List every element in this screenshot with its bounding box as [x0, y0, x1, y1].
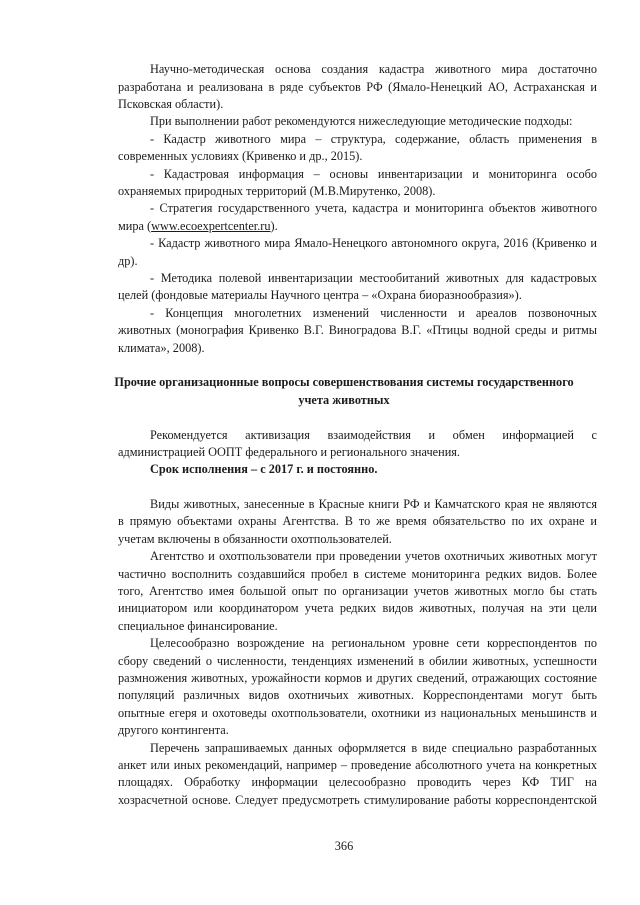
paragraph-line: Псковская области). [118, 97, 224, 112]
paragraph-line: инициатором или координатором учета редких видов животных, получая на эти цели [118, 601, 597, 616]
body-paragraph [118, 740, 597, 810]
list-item-line: - Стратегия государственного учета, кадастра и мониторинга объектов животного [150, 201, 597, 216]
paragraph-line: другого контингента. [118, 723, 229, 738]
paragraph-line: площадях. Обработку информации целесообразно проводить через КФ ТИГ на [118, 775, 597, 790]
paragraph-line: специальное финансирование. [118, 618, 278, 633]
line-text-suffix: ). [270, 218, 278, 233]
paragraph-line: размножения животных, урожайности кормов и других сведений, отражающих состояние [118, 670, 597, 685]
page-number: 366 [334, 839, 354, 854]
list-item-line: - Концепция многолетних изменений численности и ареалов позвоночных [150, 305, 597, 320]
list-item-line: др). [118, 253, 138, 268]
list-item-line [118, 218, 597, 235]
list-item-line: - Кадастр животного мира Ямало-Ненецкого автономного округа, 2016 (Кривенко и [150, 236, 597, 251]
approach-item [118, 166, 597, 201]
paragraph-line: анкет или иных рекомендаций, например – проведение абсолютного учета на конкретных [118, 757, 597, 772]
page-text [114, 61, 597, 809]
paragraph-line: хозрасчетной основе. Следует предусмотреть стимулирование работы корреспондентской [118, 792, 597, 807]
approaches-lead: При выполнении работ рекомендуются нижеследующие методические подходы: [150, 114, 573, 129]
list-item-line: климата», 2008). [118, 340, 205, 355]
approach-item [118, 235, 597, 270]
list-item-line: целей (фондовые материалы Научного центра – «Охрана биоразнообразия»). [118, 288, 522, 303]
approach-item [118, 270, 597, 305]
paragraph-line: учетам включены в обязанности охотпользователей. [118, 531, 392, 546]
line-text-prefix: мира ( [118, 218, 152, 233]
approach-item [118, 131, 597, 166]
heading-line: учета животных [298, 392, 390, 407]
paragraph-line: того, Агентство имея большой опыт по организации учетов животных могло бы стать [118, 584, 597, 599]
deadline-line: Срок исполнения – с 2017 г. и постоянно. [150, 462, 378, 477]
paragraph-line: в прямую объектами охраны Агентства. В то же время обязательство по их охране и [118, 514, 597, 529]
list-item-line: современных условиях (Кривенко и др., 2015). [118, 149, 363, 164]
body-paragraph [118, 635, 597, 739]
section-heading [94, 374, 594, 409]
body-paragraph [118, 548, 597, 635]
list-item-line: охраняемых природных территорий (М.В.Мирутенко, 2008). [118, 184, 436, 199]
blank-line [118, 409, 597, 426]
blank-line [118, 357, 597, 374]
list-item-line: животных (монография Кривенко В.Г. Виноградова В.Г. «Птицы водной среды и ритмы [118, 323, 597, 338]
paragraph-line: сбору сведений о численности, тенденциях изменений в обилии животных, успешности [118, 653, 597, 668]
body-paragraph [118, 496, 597, 548]
ecoexpertcenter-link[interactable]: www.ecoexpertcenter.ru [151, 218, 271, 233]
recommendation-paragraph [118, 427, 597, 462]
paragraph-line: Агентство и охотпользователи при проведении учетов охотничьих животных могут [150, 549, 597, 564]
paragraph-line: Перечень запрашиваемых данных оформляется в виде специально разработанных [150, 740, 597, 755]
list-item-line: - Методика полевой инвентаризации местообитаний животных для кадастровых [150, 270, 597, 285]
approach-item [118, 305, 597, 357]
paragraph-line: популяций различных видов охотничьих животных. Корреспондентами могут быть [118, 688, 597, 703]
intro-paragraph [118, 61, 597, 113]
heading-line: Прочие организационные вопросы совершенствования системы государственного [114, 375, 574, 390]
blank-line [118, 479, 597, 496]
paragraph-line: частично восполнить создавшийся пробел в системе мониторинга редких видов. Более [118, 566, 597, 581]
paragraph-line: Рекомендуется активизация взаимодействия и обмен информацией с [150, 427, 597, 442]
paragraph-line: разработана и реализована в ряде субъектов РФ (Ямало-Ненецкий АО, Астраханская и [118, 79, 597, 94]
paragraph-line: администрацией ООПТ федерального и регионального значения. [118, 444, 461, 459]
paragraph-line: Целесообразно возрождение на региональном уровне сети корреспондентов по [150, 636, 597, 651]
approach-item [118, 200, 597, 235]
list-item-line: - Кадастр животного мира – структура, содержание, область применения в [150, 131, 597, 146]
paragraph-line: Виды животных, занесенные в Красные книги РФ и Камчатского края не являются [150, 497, 597, 512]
paragraph-line: опытные егеря и охотоведы охотпользователи, охотники из национальных меньшинств и [118, 705, 597, 720]
list-item-line: - Кадастровая информация – основы инвентаризации и мониторинга особо [150, 166, 597, 181]
paragraph-line: Научно-методическая основа создания кадастра животного мира достаточно [150, 62, 597, 77]
